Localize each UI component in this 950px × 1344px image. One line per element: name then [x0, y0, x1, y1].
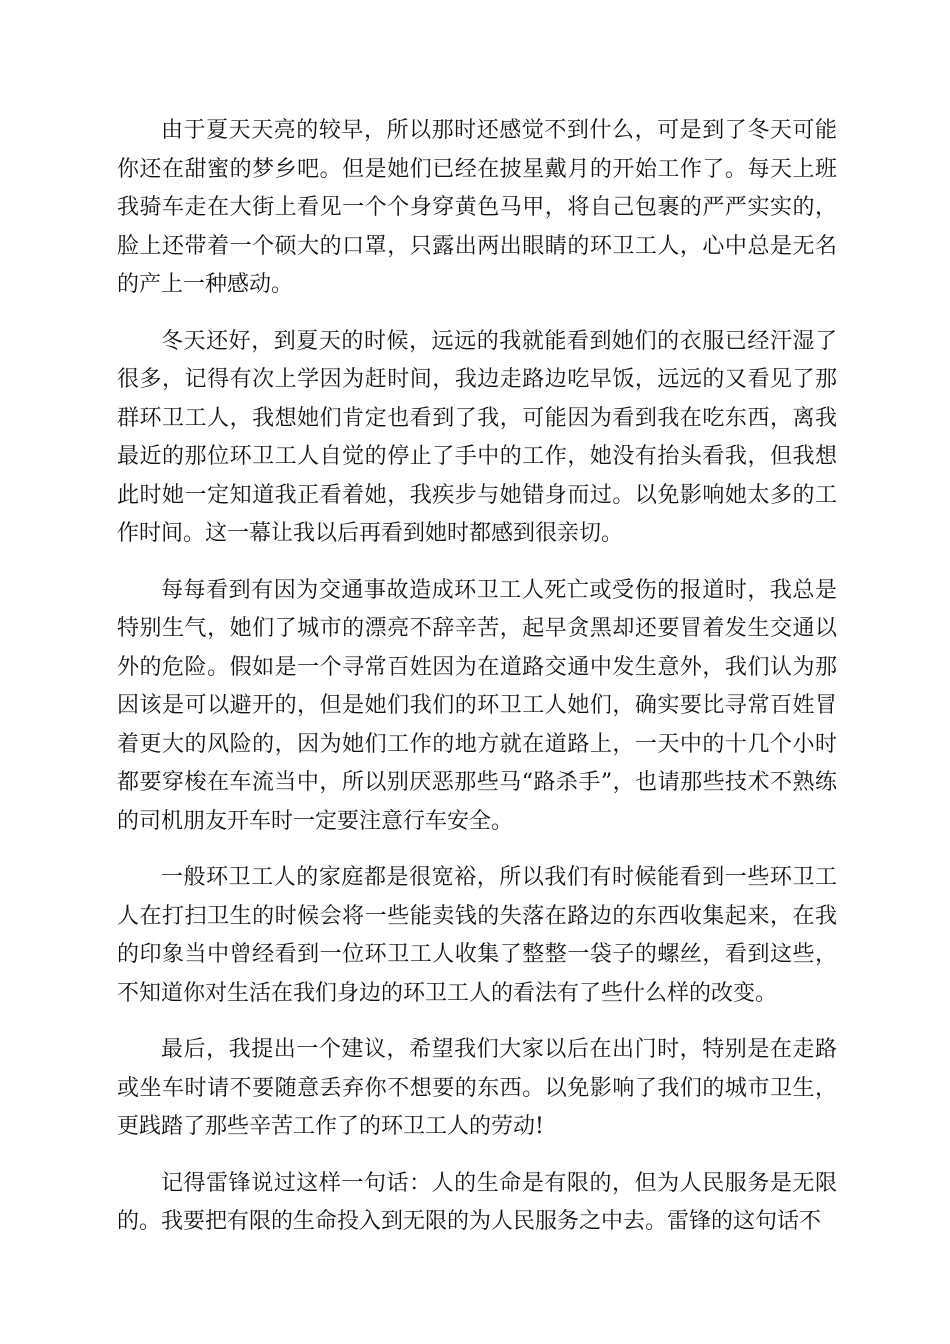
- paragraph-6: 记得雷锋说过这样一句话：人的生命是有限的，但为人民服务是无限的。我要把有限的生命投入到无限的为人民服务之中去。雷锋的这句话不: [117, 1170, 837, 1234]
- paragraph-4: 一般环卫工人的家庭都是很宽裕，所以我们有时候能看到一些环卫工人在打扫卫生的时候会将一些能卖钱的失落在路边的东西收集起来，在我的印象当中曾经看到一位环卫工人收集了整整一袋子的螺丝，看到这些，不知道你对生活在我们身边的环卫工人的看法有了些什么样的改变。: [117, 865, 837, 1006]
- paragraph-1: 由于夏天天亮的较早，所以那时还感觉不到什么，可是到了冬天可能你还在甜蜜的梦乡吧。但是她们已经在披星戴月的开始工作了。每天上班我骑车走在大街上看见一个个身穿黄色马甲，将自己包裹的严严实实的，脸上还带着一个硕大的口罩，只露出两出眼睛的环卫工人，心中总是无名的产上一种感动。: [117, 118, 837, 297]
- paragraph-2: 冬天还好，到夏天的时候，远远的我就能看到她们的衣服已经汗湿了很多，记得有次上学因为赶时间，我边走路边吃早饭，远远的又看见了那群环卫工人，我想她们肯定也看到了我，可能因为看到我在吃东西，离我最近的那位环卫工人自觉的停止了手中的工作，她没有抬头看我，但我想此时她一定知道我正看着她，我疾步与她错身而过。以免影响她太多的工作时间。这一幕让我以后再看到她时都感到很亲切。: [117, 328, 837, 546]
- paragraph-3: 每每看到有因为交通事故造成环卫工人死亡或受伤的报道时，我总是特别生气，她们了城市的漂亮不辞辛苦，起早贪黑却还要冒着发生交通以外的危险。假如是一个寻常百姓因为在道路交通中发生意外，我们认为那因该是可以避开的，但是她们我们的环卫工人她们，确实要比寻常百姓冒着更大的风险的，因为她们工作的地方就在道路上，一天中的十几个小时都要穿梭在车流当中，所以别厌恶那些马“路杀手”，也请那些技术不熟练的司机朋友开车时一定要注意行车安全。: [117, 577, 837, 834]
- document-body: [117, 112, 837, 1242]
- paragraph-5: 最后，我提出一个建议，希望我们大家以后在出门时，特别是在走路或坐车时请不要随意丢弃你不想要的东西。以免影响了我们的城市卫生，更践踏了那些辛苦工作了的环卫工人的劳动!: [117, 1037, 837, 1139]
